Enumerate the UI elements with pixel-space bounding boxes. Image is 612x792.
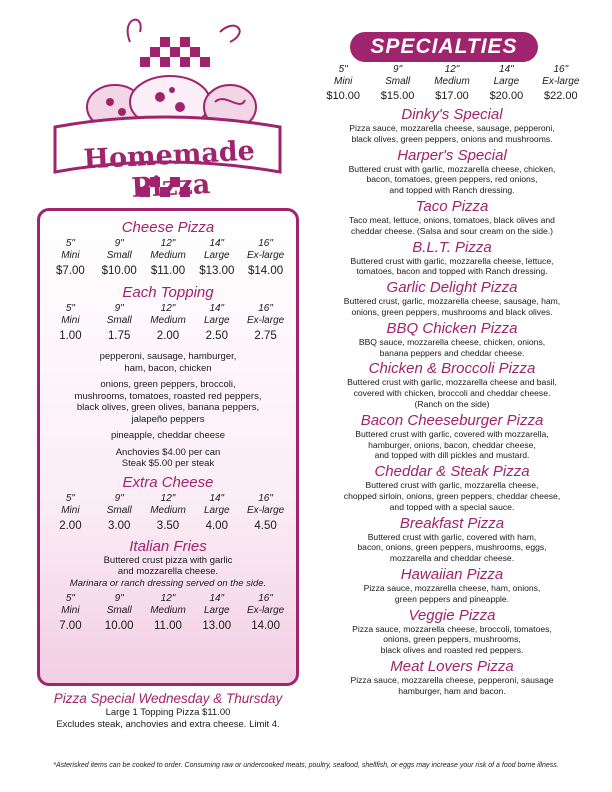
specialty-item bbox=[312, 320, 592, 359]
specialty-desc: BBQ sauce, mozzarella cheese, chicken, onions, banana peppers and cheddar cheese. bbox=[358, 336, 546, 358]
price: 2.75 bbox=[254, 330, 277, 342]
specialties-size-header bbox=[316, 64, 588, 88]
size-label: 16" Ex-large bbox=[246, 238, 285, 261]
price: $17.00 bbox=[435, 90, 469, 102]
size-label: 5" Mini bbox=[61, 303, 80, 326]
fries-price-row bbox=[46, 619, 290, 633]
extra-cheese-size-header bbox=[46, 493, 290, 517]
specialty-name: Cheddar & Steak Pizza bbox=[374, 463, 530, 481]
size-label: 12" Medium bbox=[150, 303, 186, 326]
price: 14.00 bbox=[251, 620, 280, 632]
size-label: 9" Small bbox=[106, 238, 132, 261]
italian-fries-desc: Buttered crust pizza with garlic and mozzarella cheese. bbox=[103, 554, 233, 577]
price: $10.00 bbox=[101, 265, 137, 277]
footnote: *Asterisked items can be cooked to order. Consuming raw or undercooked meats, poultry, seafood, shellfish, or eggs may increase your risk of a food borne illness. bbox=[53, 762, 559, 769]
size-label: 14" Large bbox=[204, 492, 230, 516]
specialty-item bbox=[312, 147, 592, 196]
size-label: 16" Ex-large bbox=[246, 593, 285, 616]
logo-title: Homemade Pizza bbox=[82, 135, 256, 205]
topping-price-row bbox=[46, 329, 290, 343]
specialties-banner: SPECIALTIES bbox=[350, 32, 538, 62]
specialty-desc: Pizza sauce, mozzarella cheese, broccoli, tomatoes, onions, green peppers, mushrooms, black olives and roasted red peppers. bbox=[352, 623, 552, 656]
specialty-name: Chicken & Broccoli Pizza bbox=[368, 360, 536, 378]
specialty-desc: Buttered crust with garlic, mozzarella cheese, lettuce, tomatoes, bacon and topped with Ranch dressing. bbox=[350, 255, 554, 277]
pizza-special-title: Pizza Special Wednesday & Thursday bbox=[53, 691, 283, 706]
size-label: 16" Ex-large bbox=[246, 303, 285, 326]
price: 2.50 bbox=[205, 330, 228, 342]
pizza-special-line2: Excludes steak, anchovies and extra cheese. Limit 4. bbox=[56, 718, 280, 730]
specialty-name: Bacon Cheeseburger Pizza bbox=[360, 411, 544, 429]
specialty-desc: Buttered crust with garlic, covered with mozzarella, hamburger, onions, bacon, cheddar cheese, and topped with dill pickles and mustard. bbox=[355, 428, 549, 461]
specialty-name: Hawaiian Pizza bbox=[400, 565, 504, 583]
price: $11.00 bbox=[150, 265, 186, 277]
price: 4.00 bbox=[205, 519, 228, 532]
price: 1.75 bbox=[108, 330, 131, 342]
italian-fries-note: Marinara or ranch dressing served on the side. bbox=[69, 577, 267, 589]
specialty-name: B.L.T. Pizza bbox=[412, 238, 492, 256]
specialty-item bbox=[312, 412, 592, 461]
cheese-price-row bbox=[46, 264, 290, 278]
topping-group-veggies: onions, green peppers, broccoli, mushrooms, tomatoes, roasted red peppers, black olives, green olives, banana peppers, jalapeño peppers bbox=[74, 379, 262, 425]
specialty-item bbox=[312, 607, 592, 656]
price: 2.00 bbox=[156, 330, 180, 342]
specialty-name: Garlic Delight Pizza bbox=[386, 279, 518, 297]
specialty-item bbox=[312, 106, 592, 145]
size-label: 5" Mini bbox=[334, 64, 353, 87]
price: $14.00 bbox=[247, 265, 284, 277]
price: $15.00 bbox=[380, 90, 415, 102]
italian-fries-title: Italian Fries bbox=[129, 537, 207, 555]
price: $20.00 bbox=[489, 90, 524, 102]
price: 4.50 bbox=[254, 519, 277, 532]
specialty-desc: Pizza sauce, mozzarella cheese, ham, onions, green peppers and pineapple. bbox=[363, 582, 541, 604]
size-label: 16" Ex-large bbox=[246, 492, 285, 516]
specialty-name: Breakfast Pizza bbox=[399, 514, 505, 532]
price: 11.00 bbox=[154, 620, 182, 632]
each-topping-title: Each Topping bbox=[122, 284, 214, 301]
size-label: 9" Small bbox=[106, 593, 132, 616]
specialty-item bbox=[312, 658, 592, 697]
price: 13.00 bbox=[202, 620, 232, 632]
specialty-item bbox=[312, 279, 592, 318]
price: $13.00 bbox=[199, 265, 235, 277]
specialty-item bbox=[312, 463, 592, 512]
topping-group-other: pineapple, cheddar cheese bbox=[110, 430, 226, 441]
specialty-desc: Buttered crust with garlic, covered with ham, bacon, onions, green peppers, mushrooms, eggs, mozzarella and cheddar cheese. bbox=[357, 531, 547, 564]
specialty-desc: Buttered crust with garlic, mozzarella cheese and basil, covered with chicken, broccoli and cheddar cheese. (Ranch on the side) bbox=[347, 377, 557, 409]
specialties-column bbox=[312, 64, 592, 697]
specialty-name: Harper's Special bbox=[397, 146, 507, 164]
specialty-name: Veggie Pizza bbox=[408, 606, 496, 624]
topping-group-premium: Anchovies $4.00 per can Steak $5.00 per steak bbox=[115, 446, 221, 469]
size-label: 14" Large bbox=[204, 303, 230, 326]
size-label: 12" Medium bbox=[150, 238, 186, 261]
price: 3.50 bbox=[156, 519, 180, 532]
topping-group-meats: pepperoni, sausage, hamburger, ham, bacon, chicken bbox=[99, 351, 237, 374]
size-label: 5" Mini bbox=[61, 238, 80, 261]
size-label: 9" Small bbox=[106, 303, 132, 326]
price: 7.00 bbox=[59, 620, 82, 632]
specialty-item bbox=[312, 515, 592, 564]
cheese-pizza-title: Cheese Pizza bbox=[121, 219, 215, 236]
price: 1.00 bbox=[59, 330, 82, 342]
size-label: 9" Small bbox=[385, 64, 411, 87]
specialty-item bbox=[312, 198, 592, 237]
pizza-special-section bbox=[37, 690, 299, 730]
topping-size-header bbox=[46, 303, 290, 327]
size-label: 9" Small bbox=[106, 492, 132, 516]
extra-cheese-price-row bbox=[46, 519, 290, 533]
size-label: 16" Ex-large bbox=[542, 64, 580, 87]
specialty-desc: Taco meat, lettuce, onions, tomatoes, black olives and cheddar cheese. (Salsa and sour cream on the side.) bbox=[349, 214, 555, 236]
specialty-desc: Buttered crust, garlic, mozzarella cheese, sausage, ham, onions, green peppers, mushrooms and black olives. bbox=[343, 296, 561, 317]
specialty-desc: Pizza sauce, mozzarella cheese, sausage, pepperoni, black olives, green peppers, onions and mushrooms. bbox=[349, 123, 555, 144]
specialty-desc: Pizza sauce, mozzarella cheese, pepperoni, sausage hamburger, ham and bacon. bbox=[350, 674, 554, 696]
price: 2.00 bbox=[59, 519, 82, 532]
specialty-item bbox=[312, 566, 592, 605]
specialty-name: BBQ Chicken Pizza bbox=[386, 319, 518, 337]
specialty-name: Dinky's Special bbox=[401, 106, 503, 123]
specialty-item bbox=[312, 239, 592, 278]
specialty-name: Taco Pizza bbox=[415, 197, 489, 215]
cheese-size-header bbox=[46, 238, 290, 262]
size-label: 14" Large bbox=[204, 593, 230, 616]
size-label: 14" Large bbox=[493, 64, 520, 87]
size-label: 5" Mini bbox=[61, 492, 80, 516]
pizza-special-line1: Large 1 Topping Pizza $11.00 bbox=[105, 707, 231, 718]
specialty-desc: Buttered crust with garlic, mozzarella cheese, chicken, bacon, tomatoes, green peppers, red onions, and topped with Ranch dressing. bbox=[348, 163, 556, 196]
extra-cheese-title: Extra Cheese bbox=[122, 473, 214, 491]
price: 3.00 bbox=[108, 519, 131, 532]
fries-size-header bbox=[46, 593, 290, 617]
specialty-name: Meat Lovers Pizza bbox=[390, 657, 514, 675]
homemade-pizza-logo bbox=[40, 12, 295, 212]
size-label: 12" Medium bbox=[150, 593, 186, 616]
specialty-item bbox=[312, 360, 592, 409]
size-label: 14" Large bbox=[204, 238, 230, 261]
size-label: 12" Medium bbox=[150, 492, 186, 516]
price: $10.00 bbox=[326, 90, 361, 102]
specialty-desc: Buttered crust with garlic, mozzarella cheese, chopped sirloin, onions, green peppers, cheddar cheese, and topped with a special sauce. bbox=[343, 480, 561, 512]
price: $22.00 bbox=[543, 90, 578, 102]
price: $7.00 bbox=[56, 265, 85, 277]
base-menu-panel bbox=[37, 208, 299, 686]
size-label: 5" Mini bbox=[61, 593, 80, 616]
price: 10.00 bbox=[104, 620, 134, 632]
specialties-price-row bbox=[316, 89, 588, 103]
size-label: 12" Medium bbox=[434, 64, 470, 87]
